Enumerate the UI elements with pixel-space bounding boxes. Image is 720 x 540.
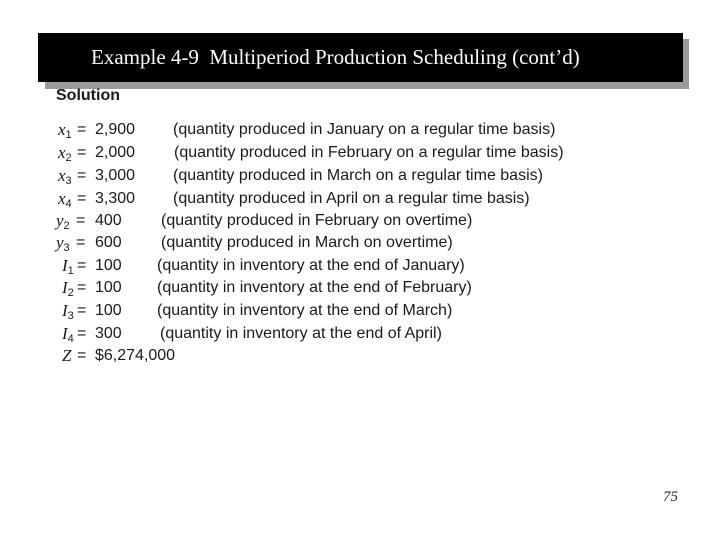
variable-value: 3,300: [95, 190, 136, 207]
solution-row: [0, 121, 700, 144]
variable-subscript: 3: [65, 175, 72, 187]
variable-symbol: [62, 346, 71, 366]
variable-symbol: [56, 233, 70, 254]
variable-description: (quantity produced in March on a regular time basis): [173, 167, 543, 184]
solution-row: [0, 279, 700, 302]
equals-sign: =: [77, 121, 87, 138]
variable-name: I: [62, 301, 68, 320]
equals-sign: =: [77, 347, 87, 364]
equals-sign: =: [76, 212, 86, 229]
variable-name: x: [58, 120, 66, 139]
variable-symbol: [62, 256, 74, 277]
variable-subscript: 4: [65, 198, 72, 210]
variable-description: (quantity in inventory at the end of April): [160, 325, 442, 342]
equals-sign: =: [76, 234, 86, 251]
variable-description: (quantity produced in February on a regular time basis): [174, 144, 564, 161]
variable-value: 100: [95, 302, 122, 319]
variable-value: $6,274,000: [95, 347, 176, 364]
solution-row: [0, 347, 700, 370]
page-number: 75: [663, 489, 678, 505]
solution-row: [0, 144, 700, 167]
slide-title: Example 4-9 Multiperiod Production Scheduling (cont’d): [38, 33, 683, 82]
variable-subscript: 1: [65, 129, 72, 141]
variable-subscript: 3: [63, 242, 70, 254]
variable-name: y: [56, 233, 64, 252]
equals-sign: =: [77, 144, 87, 161]
variable-value: 2,900: [95, 121, 136, 138]
solution-heading: Solution: [56, 87, 120, 104]
variable-value: 100: [95, 257, 122, 274]
variable-symbol: [58, 143, 72, 164]
variable-name: I: [62, 278, 68, 297]
variable-description: (quantity in inventory at the end of March): [157, 302, 453, 319]
variable-symbol: [56, 211, 70, 232]
solution-row: [0, 234, 700, 257]
solution-row: [0, 167, 700, 190]
variable-name: Z: [62, 346, 72, 365]
variable-symbol: [62, 301, 74, 322]
variable-subscript: 3: [67, 310, 74, 322]
variable-name: y: [56, 211, 64, 230]
variable-name: I: [62, 324, 68, 343]
variable-name: I: [62, 256, 68, 275]
equals-sign: =: [77, 325, 87, 342]
variable-value: 600: [95, 234, 122, 251]
variable-symbol: [62, 324, 74, 345]
variable-value: 300: [95, 325, 122, 342]
equals-sign: =: [77, 257, 87, 274]
variable-symbol: [58, 120, 72, 141]
variable-value: 3,000: [95, 167, 136, 184]
variable-value: 400: [95, 212, 122, 229]
variable-subscript: 2: [67, 287, 74, 299]
variable-description: (quantity produced in February on overtime): [161, 212, 473, 229]
equals-sign: =: [77, 279, 87, 296]
solution-row: [0, 257, 700, 280]
solution-row: [0, 302, 700, 325]
variable-symbol: [58, 189, 72, 210]
equals-sign: =: [77, 190, 87, 207]
variable-subscript: 4: [67, 333, 74, 345]
variable-subscript: 2: [63, 220, 70, 232]
variable-name: x: [58, 189, 66, 208]
equals-sign: =: [77, 167, 87, 184]
variable-subscript: 2: [65, 152, 72, 164]
variable-subscript: 1: [67, 265, 74, 277]
variable-description: (quantity produced in April on a regular time basis): [173, 190, 530, 207]
solution-row: [0, 325, 700, 348]
variable-description: (quantity in inventory at the end of February): [157, 279, 472, 296]
variable-symbol: [58, 166, 72, 187]
variable-value: 2,000: [95, 144, 136, 161]
variable-name: x: [58, 166, 66, 185]
variable-symbol: [62, 278, 74, 299]
variable-description: (quantity produced in March on overtime): [161, 234, 453, 251]
solution-row: [0, 212, 700, 235]
variable-value: 100: [95, 279, 122, 296]
variable-description: (quantity produced in January on a regular time basis): [173, 121, 556, 138]
solution-row: [0, 190, 700, 213]
variable-description: (quantity in inventory at the end of January): [157, 257, 465, 274]
variable-name: x: [58, 143, 66, 162]
equals-sign: =: [77, 302, 87, 319]
